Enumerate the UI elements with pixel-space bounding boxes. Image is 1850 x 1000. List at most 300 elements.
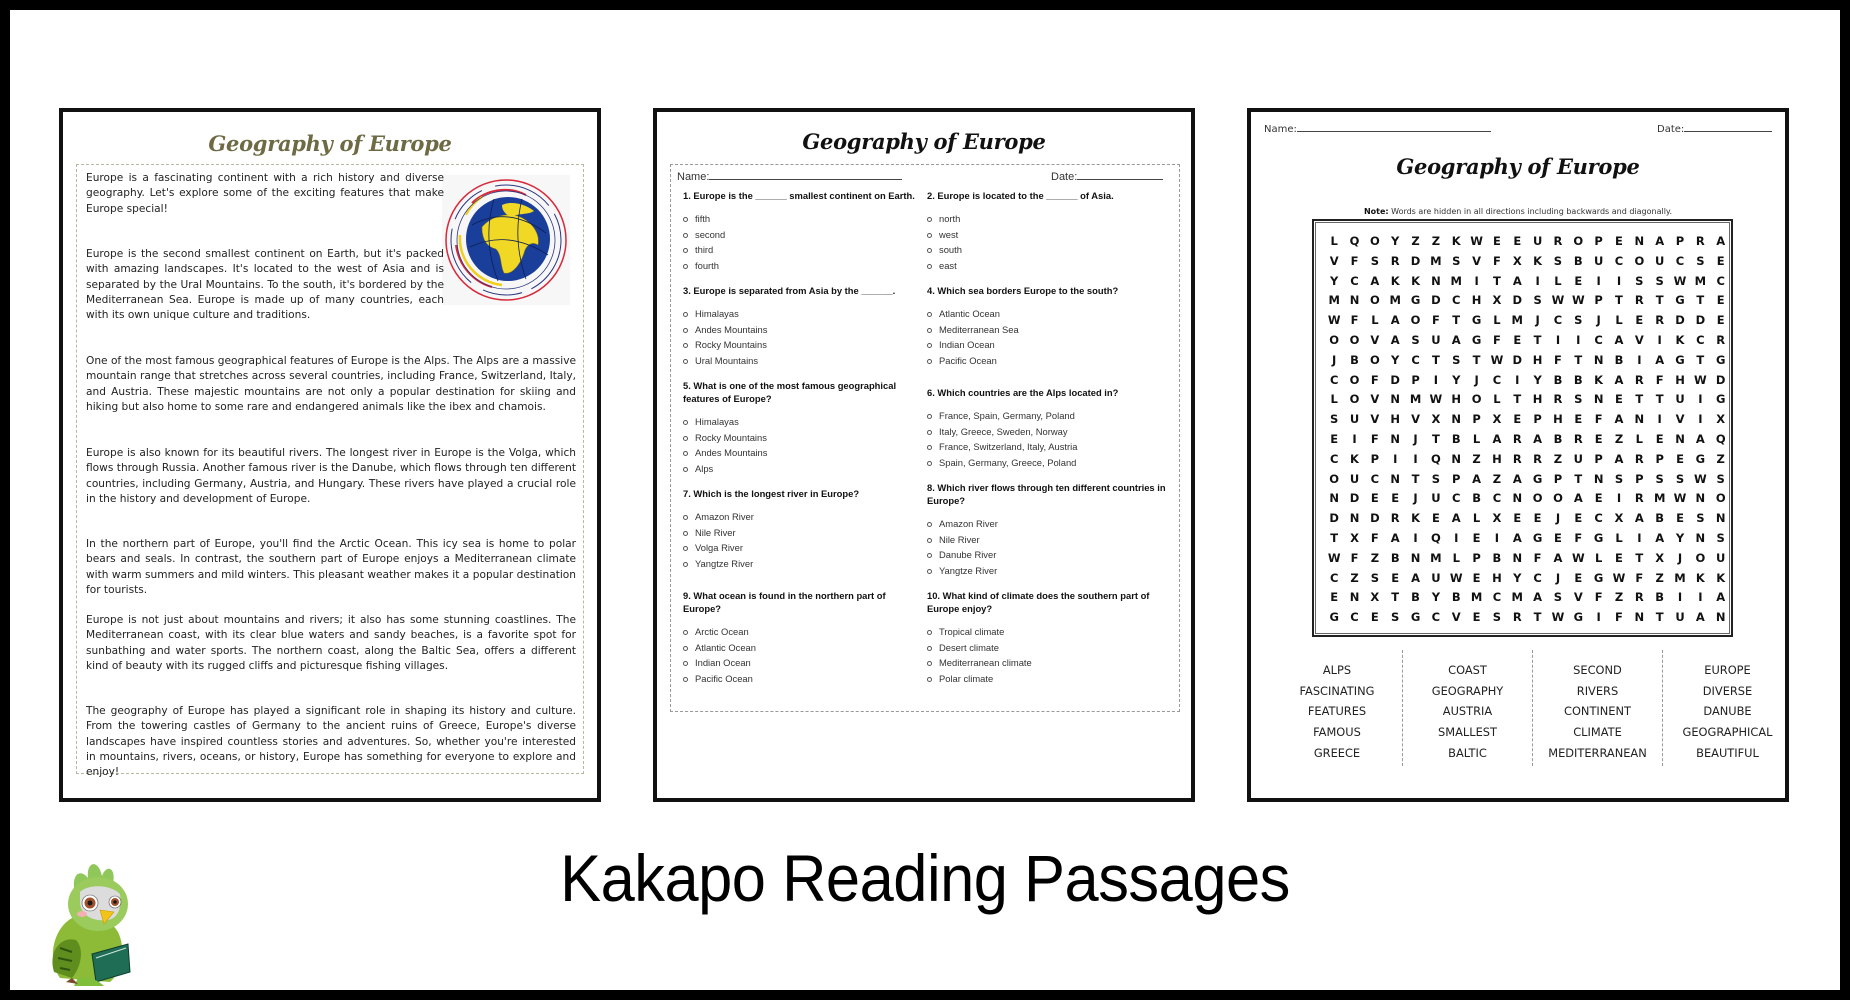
grid-letter[interactable]: E	[1594, 431, 1603, 446]
grid-letter[interactable]: E	[1574, 570, 1583, 585]
grid-letter[interactable]: Z	[1370, 550, 1380, 565]
option[interactable]: Ural Mountains	[683, 353, 923, 369]
grid-letter[interactable]: D	[1512, 293, 1523, 308]
grid-letter[interactable]: E	[1492, 234, 1501, 248]
grid-letter[interactable]: L	[1330, 392, 1338, 407]
grid-letter[interactable]: R	[1655, 313, 1665, 328]
grid-letter[interactable]: N	[1593, 471, 1604, 486]
grid-letter[interactable]: S	[1696, 511, 1705, 526]
grid-letter[interactable]: M	[1674, 570, 1686, 585]
grid-letter[interactable]: C	[1614, 253, 1624, 268]
grid-letter[interactable]: T	[1533, 332, 1542, 347]
grid-letter[interactable]: Q	[1349, 234, 1360, 248]
grid-letter[interactable]: O	[1532, 491, 1543, 506]
grid-letter[interactable]: I	[1637, 530, 1642, 545]
grid-letter[interactable]: E	[1391, 491, 1400, 506]
grid-letter[interactable]: X	[1492, 293, 1502, 308]
grid-letter[interactable]: O	[1573, 234, 1584, 248]
grid-letter[interactable]: L	[1452, 550, 1460, 565]
grid-letter[interactable]: E	[1594, 491, 1603, 506]
grid-letter[interactable]: S	[1452, 253, 1461, 268]
grid-letter[interactable]: G	[1715, 392, 1726, 407]
grid-letter[interactable]: Z	[1614, 431, 1624, 446]
grid-letter[interactable]: W	[1571, 550, 1585, 565]
grid-letter[interactable]: A	[1451, 332, 1461, 347]
grid-letter[interactable]: M	[1328, 293, 1340, 308]
grid-letter[interactable]: M	[1450, 273, 1462, 288]
grid-letter[interactable]: N	[1634, 610, 1645, 625]
grid-letter[interactable]: P	[1533, 412, 1542, 427]
grid-letter[interactable]: V	[1573, 590, 1583, 605]
grid-letter[interactable]: E	[1574, 273, 1583, 288]
grid-letter[interactable]: X	[1431, 412, 1441, 427]
grid-letter[interactable]: K	[1451, 234, 1461, 248]
grid-letter[interactable]: A	[1695, 431, 1705, 446]
grid-letter[interactable]: U	[1716, 550, 1726, 565]
grid-letter[interactable]: Z	[1472, 451, 1481, 466]
grid-letter[interactable]: N	[1512, 491, 1523, 506]
grid-letter[interactable]: T	[1492, 273, 1501, 288]
grid-letter[interactable]: A	[1655, 234, 1665, 248]
grid-letter[interactable]: Z	[1716, 451, 1725, 466]
option[interactable]: Arctic Ocean	[683, 624, 923, 640]
grid-letter[interactable]: I	[1352, 431, 1357, 446]
grid-letter[interactable]: I	[1616, 273, 1622, 288]
grid-letter[interactable]: G	[1532, 530, 1543, 545]
grid-letter[interactable]: H	[1492, 570, 1502, 585]
grid-letter[interactable]: I	[1698, 412, 1703, 427]
grid-letter[interactable]: R	[1512, 610, 1522, 625]
grid-letter[interactable]: I	[1393, 451, 1398, 466]
grid-letter[interactable]: N	[1634, 234, 1645, 248]
grid-letter[interactable]: G	[1532, 471, 1543, 486]
grid-letter[interactable]: S	[1431, 471, 1441, 486]
grid-letter[interactable]: M	[1694, 273, 1707, 288]
grid-letter[interactable]: P	[1553, 471, 1563, 486]
grid-letter[interactable]: K	[1533, 253, 1543, 268]
grid-letter[interactable]: E	[1370, 610, 1379, 625]
grid-letter[interactable]: N	[1715, 511, 1726, 526]
option[interactable]: Yangtze River	[683, 556, 923, 572]
grid-letter[interactable]: X	[1492, 412, 1502, 427]
grid-letter[interactable]: E	[1472, 530, 1481, 545]
grid-letter[interactable]: F	[1492, 332, 1501, 347]
grid-letter[interactable]: I	[1657, 412, 1662, 427]
grid-letter[interactable]: L	[1472, 511, 1481, 526]
grid-letter[interactable]: N	[1675, 431, 1685, 446]
grid-letter[interactable]: F	[1492, 253, 1501, 268]
option[interactable]: Volga River	[683, 540, 923, 556]
grid-letter[interactable]: C	[1533, 570, 1542, 585]
grid-letter[interactable]: C	[1553, 313, 1563, 328]
grid-letter[interactable]: W	[1673, 273, 1687, 288]
grid-letter[interactable]: X	[1512, 253, 1522, 268]
grid-letter[interactable]: M	[1409, 392, 1422, 407]
grid-letter[interactable]: P	[1594, 451, 1603, 466]
grid-letter[interactable]: V	[1472, 253, 1482, 268]
grid-letter[interactable]: T	[1472, 352, 1481, 367]
grid-letter[interactable]: C	[1329, 451, 1339, 466]
grid-letter[interactable]: A	[1472, 471, 1482, 486]
grid-letter[interactable]: R	[1573, 431, 1583, 446]
option[interactable]: Mediterranean climate	[927, 655, 1167, 671]
grid-letter[interactable]: P	[1594, 293, 1603, 308]
grid-letter[interactable]: Z	[1492, 471, 1502, 486]
grid-letter[interactable]: T	[1533, 610, 1542, 625]
grid-letter[interactable]: S	[1391, 610, 1400, 625]
grid-letter[interactable]: I	[1515, 372, 1520, 387]
grid-letter[interactable]: C	[1350, 273, 1359, 288]
grid-letter[interactable]: T	[1431, 431, 1440, 446]
grid-letter[interactable]: D	[1329, 511, 1339, 526]
grid-letter[interactable]: I	[1657, 332, 1662, 347]
grid-letter[interactable]: S	[1330, 412, 1339, 427]
grid-letter[interactable]: L	[1330, 234, 1338, 248]
grid-letter[interactable]: F	[1574, 530, 1583, 545]
grid-letter[interactable]: A	[1553, 550, 1563, 565]
grid-letter[interactable]: U	[1431, 570, 1441, 585]
grid-letter[interactable]: B	[1655, 590, 1665, 605]
grid-letter[interactable]: Q	[1431, 451, 1441, 466]
grid-letter[interactable]: S	[1452, 352, 1461, 367]
grid-letter[interactable]: S	[1716, 471, 1725, 486]
grid-letter[interactable]: A	[1614, 412, 1624, 427]
option[interactable]: Mediterranean Sea	[927, 322, 1167, 338]
grid-letter[interactable]: E	[1615, 392, 1623, 407]
grid-letter[interactable]: W	[1612, 570, 1626, 585]
grid-letter[interactable]: B	[1472, 491, 1481, 506]
grid-letter[interactable]: T	[1574, 471, 1583, 486]
grid-letter[interactable]: B	[1553, 372, 1563, 387]
grid-letter[interactable]: P	[1452, 471, 1461, 486]
grid-letter[interactable]: T	[1391, 590, 1400, 605]
option[interactable]: Rocky Mountains	[683, 337, 923, 353]
grid-letter[interactable]: E	[1676, 451, 1684, 466]
grid-letter[interactable]: U	[1532, 234, 1543, 248]
option[interactable]: Desert climate	[927, 640, 1167, 656]
grid-letter[interactable]: O	[1349, 392, 1360, 407]
option[interactable]: France, Spain, Germany, Poland	[927, 408, 1167, 424]
grid-letter[interactable]: B	[1411, 590, 1420, 605]
grid-letter[interactable]: L	[1493, 313, 1501, 328]
grid-letter[interactable]: E	[1513, 234, 1522, 248]
grid-letter[interactable]: R	[1634, 293, 1644, 308]
grid-letter[interactable]: G	[1715, 352, 1726, 367]
grid-letter[interactable]: G	[1593, 570, 1604, 585]
grid-letter[interactable]: W	[1694, 471, 1707, 486]
grid-letter[interactable]: M	[1430, 550, 1442, 565]
grid-letter[interactable]: H	[1451, 392, 1462, 407]
grid-letter[interactable]: L	[1371, 313, 1379, 328]
option[interactable]: Andes Mountains	[683, 445, 923, 461]
grid-letter[interactable]: E	[1533, 511, 1542, 526]
grid-letter[interactable]: P	[1594, 234, 1603, 248]
grid-letter[interactable]: J	[1677, 550, 1683, 565]
grid-letter[interactable]: G	[1573, 610, 1584, 625]
grid-letter[interactable]: B	[1350, 352, 1359, 367]
grid-letter[interactable]: N	[1329, 491, 1339, 506]
grid-letter[interactable]: E	[1615, 550, 1623, 565]
grid-letter[interactable]: T	[1452, 313, 1461, 328]
grid-letter[interactable]: W	[1571, 293, 1585, 308]
grid-letter[interactable]: G	[1593, 530, 1604, 545]
grid-letter[interactable]: A	[1390, 313, 1400, 328]
grid-letter[interactable]: N	[1695, 491, 1706, 506]
grid-letter[interactable]: R	[1634, 590, 1644, 605]
grid-letter[interactable]: A	[1390, 332, 1400, 347]
grid-letter[interactable]: G	[1675, 352, 1685, 367]
grid-letter[interactable]: O	[1329, 332, 1340, 347]
grid-letter[interactable]: O	[1369, 352, 1380, 367]
grid-letter[interactable]: F	[1533, 550, 1542, 565]
grid-letter[interactable]: B	[1573, 372, 1583, 387]
grid-letter[interactable]: Z	[1614, 590, 1624, 605]
grid-letter[interactable]: A	[1716, 590, 1726, 605]
option[interactable]: Nile River	[683, 525, 923, 541]
grid-letter[interactable]: E	[1615, 234, 1623, 248]
grid-letter[interactable]: J	[1332, 352, 1337, 367]
grid-letter[interactable]: O	[1553, 491, 1563, 506]
grid-letter[interactable]: I	[1616, 491, 1622, 506]
grid-letter[interactable]: F	[1350, 313, 1359, 328]
option[interactable]: Nile River	[927, 532, 1167, 548]
grid-letter[interactable]: N	[1695, 530, 1706, 545]
grid-letter[interactable]: Y	[1330, 273, 1339, 288]
grid-letter[interactable]: C	[1675, 253, 1685, 268]
grid-letter[interactable]: O	[1410, 313, 1421, 328]
grid-letter[interactable]: R	[1634, 372, 1644, 387]
grid-letter[interactable]: C	[1492, 491, 1502, 506]
grid-letter[interactable]: K	[1675, 332, 1685, 347]
grid-letter[interactable]: G	[1410, 610, 1421, 625]
grid-letter[interactable]: N	[1451, 412, 1462, 427]
grid-letter[interactable]: C	[1329, 372, 1339, 387]
grid-letter[interactable]: N	[1349, 293, 1360, 308]
grid-letter[interactable]: I	[1535, 273, 1540, 288]
grid-letter[interactable]: C	[1431, 610, 1441, 625]
option[interactable]: Polar climate	[927, 671, 1167, 687]
option[interactable]: France, Switzerland, Italy, Austria	[927, 439, 1167, 455]
option[interactable]: Danube River	[927, 547, 1167, 563]
grid-letter[interactable]: F	[1370, 431, 1379, 446]
grid-letter[interactable]: I	[1596, 273, 1601, 288]
grid-letter[interactable]: N	[1431, 273, 1441, 288]
grid-letter[interactable]: Q	[1715, 431, 1726, 446]
grid-letter[interactable]: V	[1370, 332, 1380, 347]
grid-letter[interactable]: W	[1449, 570, 1463, 585]
grid-letter[interactable]: M	[1511, 313, 1523, 328]
grid-letter[interactable]: T	[1330, 530, 1339, 545]
grid-letter[interactable]: C	[1594, 511, 1603, 526]
grid-letter[interactable]: N	[1593, 352, 1604, 367]
grid-letter[interactable]: R	[1553, 392, 1563, 407]
grid-letter[interactable]: V	[1634, 332, 1644, 347]
option[interactable]: Indian Ocean	[683, 655, 923, 671]
grid-letter[interactable]: U	[1573, 451, 1583, 466]
option[interactable]: Alps	[683, 461, 923, 477]
grid-letter[interactable]: B	[1451, 590, 1461, 605]
grid-letter[interactable]: S	[1655, 471, 1664, 486]
grid-letter[interactable]: A	[1614, 372, 1624, 387]
grid-letter[interactable]: C	[1329, 570, 1339, 585]
grid-letter[interactable]: X	[1614, 511, 1624, 526]
grid-letter[interactable]: E	[1431, 511, 1440, 526]
grid-letter[interactable]: R	[1390, 253, 1400, 268]
grid-letter[interactable]: F	[1635, 570, 1644, 585]
grid-letter[interactable]: F	[1350, 550, 1359, 565]
grid-letter[interactable]: H	[1553, 412, 1563, 427]
option[interactable]: Italy, Greece, Sweden, Norway	[927, 424, 1167, 440]
grid-letter[interactable]: L	[1635, 431, 1643, 446]
grid-letter[interactable]: J	[1555, 511, 1561, 526]
grid-letter[interactable]: C	[1370, 471, 1380, 486]
grid-letter[interactable]: R	[1553, 234, 1563, 248]
grid-letter[interactable]: P	[1472, 412, 1481, 427]
grid-letter[interactable]: A	[1716, 234, 1726, 248]
grid-letter[interactable]: L	[1594, 550, 1603, 565]
option[interactable]: Atlantic Ocean	[683, 640, 923, 656]
grid-letter[interactable]: I	[1596, 610, 1601, 625]
grid-letter[interactable]: Z	[1655, 570, 1664, 585]
grid-letter[interactable]: A	[1695, 610, 1705, 625]
grid-letter[interactable]: W	[1551, 610, 1565, 625]
grid-letter[interactable]: I	[1494, 530, 1500, 545]
grid-letter[interactable]: C	[1411, 352, 1420, 367]
grid-letter[interactable]: P	[1635, 471, 1644, 486]
grid-letter[interactable]: R	[1390, 511, 1400, 526]
grid-letter[interactable]: S	[1635, 273, 1644, 288]
grid-letter[interactable]: B	[1451, 431, 1461, 446]
grid-letter[interactable]: C	[1492, 590, 1502, 605]
grid-letter[interactable]: F	[1655, 372, 1664, 387]
grid-letter[interactable]: I	[1413, 451, 1418, 466]
grid-letter[interactable]: M	[1653, 491, 1666, 506]
grid-letter[interactable]: T	[1574, 352, 1583, 367]
grid-letter[interactable]: H	[1532, 392, 1543, 407]
grid-letter[interactable]: C	[1716, 273, 1725, 288]
grid-letter[interactable]: E	[1330, 431, 1339, 446]
option[interactable]: east	[927, 258, 1167, 274]
grid-letter[interactable]: Y	[1391, 352, 1400, 367]
grid-letter[interactable]: B	[1390, 550, 1400, 565]
grid-letter[interactable]: A	[1634, 511, 1644, 526]
option[interactable]: Tropical climate	[927, 624, 1167, 640]
grid-letter[interactable]: H	[1675, 372, 1685, 387]
grid-letter[interactable]: J	[1596, 313, 1601, 328]
grid-letter[interactable]: F	[1431, 313, 1440, 328]
grid-letter[interactable]: S	[1696, 253, 1705, 268]
grid-letter[interactable]: S	[1553, 253, 1563, 268]
grid-letter[interactable]: I	[1698, 392, 1703, 407]
option[interactable]: Andes Mountains	[683, 322, 923, 338]
grid-letter[interactable]: E	[1716, 313, 1725, 328]
grid-letter[interactable]: Q	[1431, 530, 1441, 545]
option[interactable]: Himalayas	[683, 414, 923, 430]
grid-letter[interactable]: G	[1410, 293, 1421, 308]
grid-letter[interactable]: O	[1369, 234, 1380, 248]
grid-letter[interactable]: V	[1329, 253, 1339, 268]
grid-letter[interactable]: E	[1513, 332, 1522, 347]
grid-letter[interactable]: B	[1655, 511, 1665, 526]
grid-letter[interactable]: N	[1715, 610, 1726, 625]
grid-letter[interactable]: D	[1370, 511, 1380, 526]
grid-letter[interactable]: O	[1329, 471, 1340, 486]
grid-letter[interactable]: U	[1675, 610, 1685, 625]
grid-letter[interactable]: I	[1433, 372, 1439, 387]
grid-letter[interactable]: N	[1390, 471, 1401, 486]
grid-letter[interactable]: K	[1350, 451, 1359, 466]
grid-letter[interactable]: H	[1471, 293, 1482, 308]
grid-letter[interactable]: E	[1472, 610, 1481, 625]
grid-letter[interactable]: U	[1349, 471, 1360, 486]
grid-letter[interactable]: O	[1634, 253, 1645, 268]
option[interactable]: Spain, Germany, Greece, Poland	[927, 455, 1167, 471]
grid-letter[interactable]: E	[1391, 570, 1400, 585]
grid-letter[interactable]: S	[1574, 392, 1583, 407]
grid-letter[interactable]: Z	[1411, 234, 1420, 248]
grid-letter[interactable]: U	[1593, 253, 1604, 268]
grid-letter[interactable]: C	[1492, 372, 1502, 387]
grid-letter[interactable]: S	[1370, 570, 1379, 585]
grid-letter[interactable]: A	[1533, 590, 1543, 605]
grid-letter[interactable]: P	[1472, 550, 1481, 565]
grid-letter[interactable]: T	[1696, 352, 1705, 367]
grid-letter[interactable]: L	[1554, 273, 1562, 288]
grid-letter[interactable]: N	[1593, 392, 1604, 407]
grid-letter[interactable]: Z	[1553, 451, 1563, 466]
grid-letter[interactable]: K	[1695, 570, 1705, 585]
grid-letter[interactable]: J	[1474, 372, 1479, 387]
grid-letter[interactable]: F	[1615, 610, 1623, 625]
grid-letter[interactable]: I	[1677, 590, 1683, 605]
grid-letter[interactable]: R	[1634, 451, 1644, 466]
grid-letter[interactable]: W	[1694, 372, 1707, 387]
option[interactable]: Yangtze River	[927, 563, 1167, 579]
grid-letter[interactable]: F	[1594, 590, 1603, 605]
grid-letter[interactable]: A	[1512, 530, 1522, 545]
grid-letter[interactable]: U	[1655, 253, 1665, 268]
name-field[interactable]	[677, 170, 902, 183]
option[interactable]: fifth	[683, 211, 923, 227]
grid-letter[interactable]: A	[1573, 491, 1583, 506]
grid-letter[interactable]: Y	[1431, 590, 1441, 605]
grid-letter[interactable]: N	[1451, 451, 1462, 466]
grid-letter[interactable]: A	[1411, 570, 1420, 585]
grid-letter[interactable]: X	[1492, 511, 1502, 526]
grid-letter[interactable]: S	[1553, 590, 1563, 605]
grid-letter[interactable]: W	[1673, 491, 1687, 506]
option[interactable]: fourth	[683, 258, 923, 274]
grid-letter[interactable]: N	[1390, 392, 1401, 407]
grid-letter[interactable]: N	[1512, 550, 1523, 565]
option[interactable]: third	[683, 242, 923, 258]
option[interactable]: west	[927, 227, 1167, 243]
date-field[interactable]	[1051, 170, 1163, 183]
grid-letter[interactable]: E	[1635, 313, 1644, 328]
grid-letter[interactable]: E	[1574, 511, 1583, 526]
name-field[interactable]	[1264, 122, 1491, 135]
grid-letter[interactable]: E	[1716, 293, 1725, 308]
grid-letter[interactable]: A	[1533, 431, 1543, 446]
grid-letter[interactable]: V	[1675, 412, 1685, 427]
grid-letter[interactable]: F	[1370, 530, 1379, 545]
grid-letter[interactable]: R	[1716, 332, 1726, 347]
grid-letter[interactable]: I	[1555, 332, 1561, 347]
grid-letter[interactable]: D	[1410, 253, 1421, 268]
grid-letter[interactable]: E	[1655, 431, 1664, 446]
grid-letter[interactable]: X	[1716, 412, 1726, 427]
grid-letter[interactable]: G	[1329, 610, 1339, 625]
